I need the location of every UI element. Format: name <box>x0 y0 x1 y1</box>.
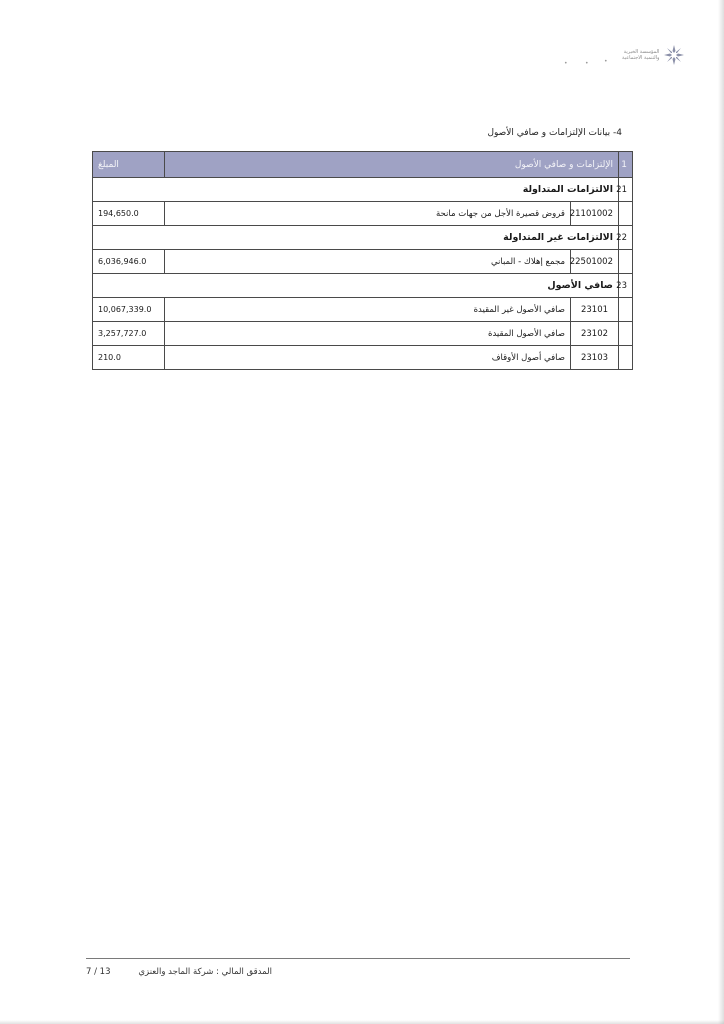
group-label: صافي الأصول <box>93 274 619 298</box>
group-index: 22 <box>619 226 633 250</box>
header-amount: المبلغ <box>93 152 165 178</box>
empty-index-cell <box>619 346 633 370</box>
account-name: صافي الأصول غير المقيدة <box>165 298 571 322</box>
header-name: الإلتزامات و صافي الأصول <box>165 152 619 178</box>
group-row <box>93 178 633 202</box>
account-amount: 10,067,339.0 <box>93 298 165 322</box>
group-row <box>93 226 633 250</box>
footer-auditor: المدقق المالي : شركة الماجد والعنزي <box>138 967 272 977</box>
empty-index-cell <box>619 202 633 226</box>
account-amount: 210.0 <box>93 346 165 370</box>
group-label: الالتزامات غير المتداولة <box>93 226 619 250</box>
group-row <box>93 274 633 298</box>
account-name: صافي أصول الأوقاف <box>165 346 571 370</box>
group-label: الالتزامات المتداولة <box>93 178 619 202</box>
account-code: 23101 <box>571 298 619 322</box>
scan-speck: • <box>604 58 608 65</box>
table-row <box>93 250 633 274</box>
empty-index-cell <box>619 250 633 274</box>
logo-mark-icon <box>663 44 685 66</box>
table-row <box>93 346 633 370</box>
scan-speck: • <box>564 60 568 67</box>
table-row <box>93 322 633 346</box>
account-code: 23102 <box>571 322 619 346</box>
organization-logo <box>622 42 688 68</box>
account-code: 22501002 <box>571 250 619 274</box>
page-number: 7 / 13 <box>86 967 111 977</box>
account-name: صافي الأصول المقيدة <box>165 322 571 346</box>
empty-index-cell <box>619 298 633 322</box>
account-code: 23103 <box>571 346 619 370</box>
scan-bottom-edge <box>0 1020 724 1024</box>
account-amount: 194,650.0 <box>93 202 165 226</box>
empty-index-cell <box>619 322 633 346</box>
section-title: 4- بيانات الإلتزامات و صافي الأصول <box>487 128 622 138</box>
table-row <box>93 298 633 322</box>
account-name: مجمع إهلاك - المباني <box>165 250 571 274</box>
scan-edge-shadow <box>718 0 724 1024</box>
account-code: 21101002 <box>571 202 619 226</box>
account-amount: 3,257,727.0 <box>93 322 165 346</box>
account-name: قروض قصيرة الأجل من جهات مانحة <box>165 202 571 226</box>
liabilities-net-assets-table <box>92 151 633 370</box>
account-amount: 6,036,946.0 <box>93 250 165 274</box>
logo-text: المؤسسة الخيرية والتنمية الاجتماعية <box>622 49 660 61</box>
table-row <box>93 202 633 226</box>
header-index: 1 <box>619 152 633 178</box>
table-header-row <box>93 152 633 178</box>
footer-divider <box>86 958 630 959</box>
group-index: 23 <box>619 274 633 298</box>
group-index: 21 <box>619 178 633 202</box>
scan-speck: • <box>585 60 589 67</box>
